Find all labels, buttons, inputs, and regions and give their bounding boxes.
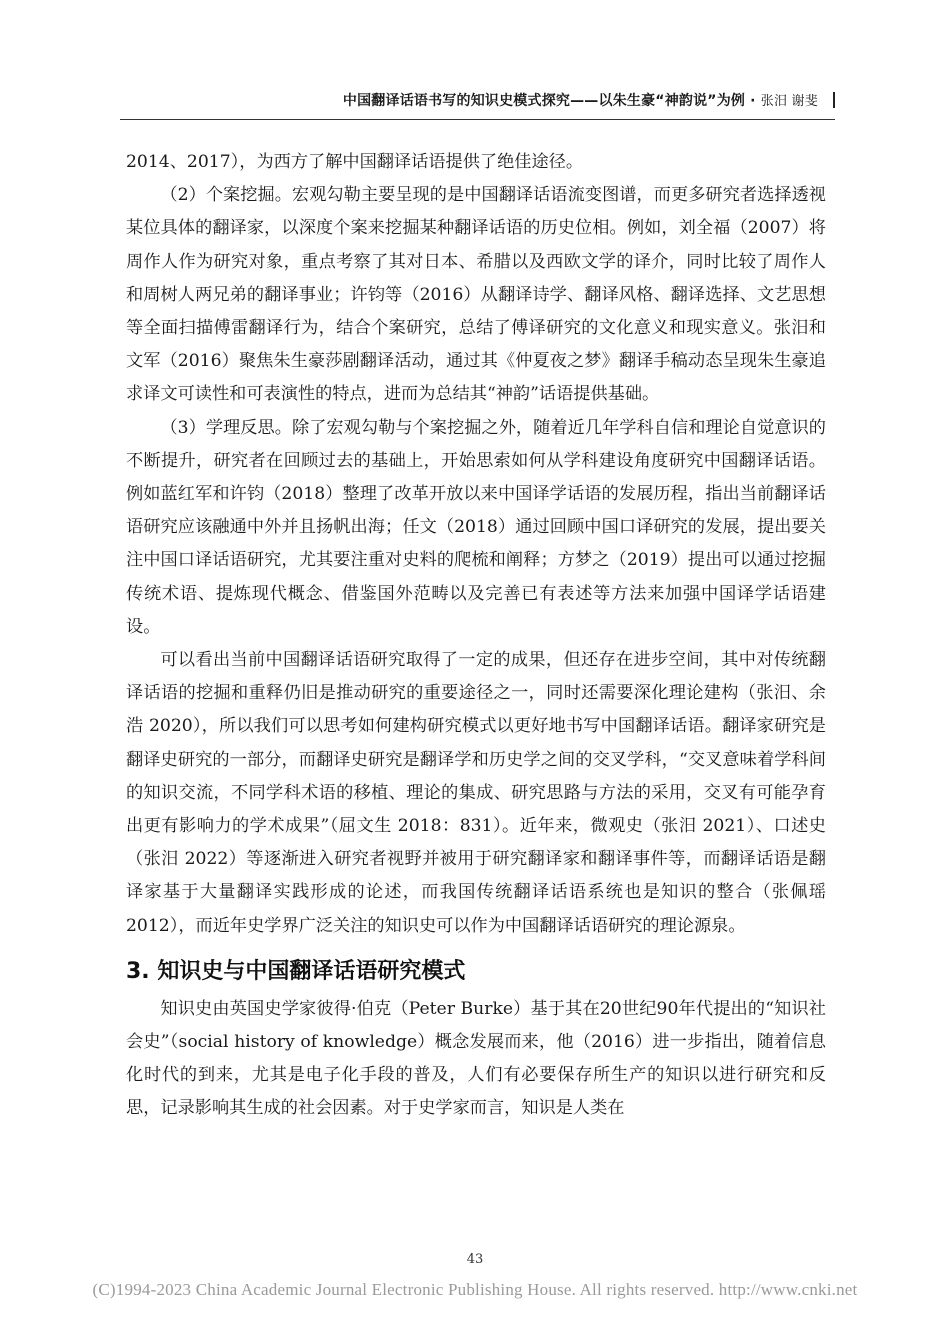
paragraph-continuation: 2014、2017），为西方了解中国翻译话语提供了绝佳途径。 — [126, 152, 584, 172]
paragraph-knowledge-history: 知识史由英国史学家彼得·伯克（Peter Burke）基于其在20世纪90年代提出的“知识社会史”（social history of knowledge）概念发展而来，他（2016）进一步指出，随着信息化时代的到来，尤其是电子化手段的普及，人们有必要保存所生产的知识以进行研究和反思，记录影响其生成的社会因素。对于史学家而言，知识是人类在 — [126, 998, 826, 1119]
running-title: 中国翻译话语书写的知识史模式探究——以朱生豪“神韵说”为例 · — [342, 93, 756, 109]
running-header — [120, 86, 835, 116]
page-number: 43 — [466, 1252, 484, 1267]
running-authors: 张汨 谢斐 — [760, 94, 818, 109]
paragraph-case-study: （2）个案挖掘。宏观勾勒主要呈现的是中国翻译话语流变图谱，而更多研究者选择透视某位具体的翻译家，以深度个案来挖掘某种翻译话语的历史位相。例如，刘全福（2007）将周作人作为研究对象，重点考察了其对日本、希腊以及西欧文学的译介，同时比较了周作人和周树人两兄弟的翻译事业；许钧等（2016）从翻译诗学、翻译风格、翻译选择、文艺思想等全面扫描傅雷翻译行为，结合个案研究，总结了傅译研究的文化意义和现实意义。张汨和文军（2016）聚焦朱生豪莎剧翻译活动，通过其《仲夏夜之梦》翻译手稿动态呈现朱生豪追求译文可读性和可表演性的特点，进而为总结其“神韵”话语提供基础。 — [126, 185, 826, 405]
header-bar — [833, 92, 835, 108]
paragraph-summary: 可以看出当前中国翻译话语研究取得了一定的成果，但还存在进步空间，其中对传统翻译话语的挖掘和重释仍旧是推动研究的重要途径之一，同时还需要深化理论建构（张汨、余浩 2020），所以我们可以思考如何建构研究模式以更好地书写中国翻译话语。翻译家研究是翻译史研究的一部分，而翻译史研究是翻译学和历史学之间的交叉学科，“交叉意味着学科间的知识交流，不同学科术语的移植、理论的集成、研究思路与方法的采用，交叉有可能孕育出更有影响力的学术成果”（屈文生 2018：831）。近年来，微观史（张汨 2021）、口述史（张汨 2022）等逐渐进入研究者视野并被用于研究翻译家和翻译事件等，而翻译话语是翻译家基于大量翻译实践形成的论述，而我国传统翻译话语系统也是知识的整合（张佩瑶 2012），而近年史学界广泛关注的知识史可以作为中国翻译话语研究的理论源泉。 — [126, 650, 826, 936]
copyright-footer: (C)1994-2023 China Academic Journal Electronic Publishing House. All rights reserved. http://www.cnki.net — [92, 1280, 858, 1299]
section-heading: 3. 知识史与中国翻译话语研究模式 — [126, 958, 466, 984]
paragraph-theoretical-reflection: （3）学理反思。除了宏观勾勒与个案挖掘之外，随着近几年学科自信和理论自觉意识的不断提升，研究者在回顾过去的基础上，开始思索如何从学科建设角度研究中国翻译话语。例如蓝红军和许钧（2018）整理了改革开放以来中国译学话语的发展历程，指出当前翻译话语研究应该融通中外并且扬帆出海；任文（2018）通过回顾中国口译研究的发展，提出要关注中国口译话语研究，尤其要注重对史料的爬梳和阐释；方梦之（2019）提出可以通过挖掘传统术语、提炼现代概念、借鉴国外范畴以及完善已有表述等方法来加强中国译学话语建设。 — [126, 417, 826, 637]
article-body — [126, 146, 826, 1126]
header-rule — [120, 119, 835, 120]
